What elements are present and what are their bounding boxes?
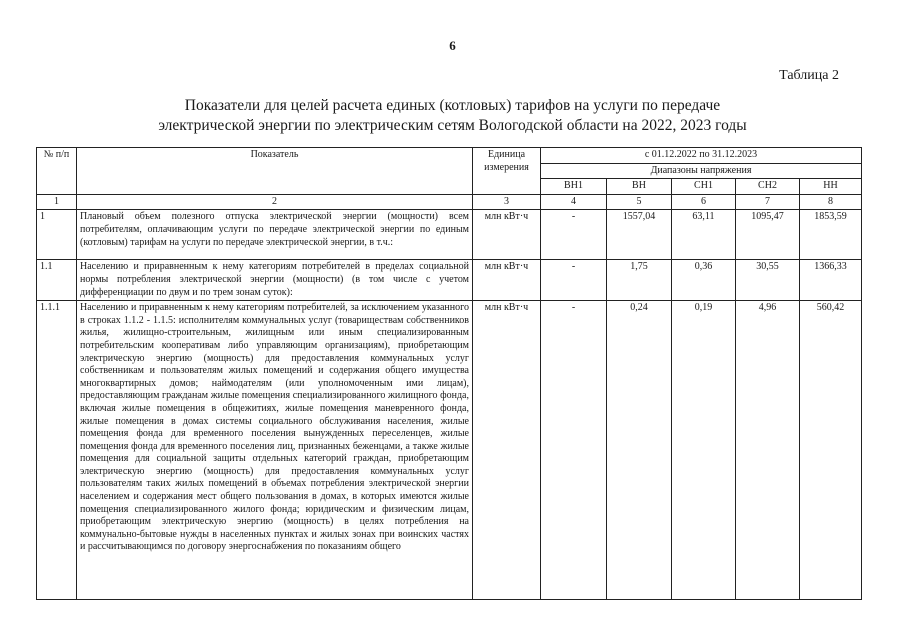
value-vn: 1557,04 [607, 210, 672, 260]
title-line-2: электрической энергии по электрическим сетям Вологодской области на 2022, 2023 годы [158, 117, 747, 134]
table-label: Таблица 2 [779, 68, 839, 83]
table-row [37, 210, 862, 260]
value-nn: 1366,33 [800, 260, 862, 301]
value-nn: 1853,59 [800, 210, 862, 260]
tariff-table [36, 147, 862, 600]
column-index: 7 [736, 194, 800, 210]
header-num: № п/п [37, 148, 77, 195]
value-sn2: 4,96 [736, 301, 800, 600]
header-voltage-ranges: Диапазоны напряжения [541, 163, 862, 179]
row-num: 1.1.1 [37, 301, 77, 600]
value-vn1: - [541, 210, 607, 260]
row-unit: млн кВт·ч [473, 210, 541, 260]
value-vn: 0,24 [607, 301, 672, 600]
column-index: 2 [77, 194, 473, 210]
row-description: Плановый объем полезного отпуска электрической энергии (мощности) всем потребителям, оплачивающим услуги по передаче электрической энергии по единым (котловым) тарифам на услуги по передаче электрической энергии, в т.ч.: [77, 210, 473, 260]
value-sn2: 30,55 [736, 260, 800, 301]
header-level-nn: НН [800, 179, 862, 195]
header-period: с 01.12.2022 по 31.12.2023 [541, 148, 862, 164]
row-num: 1.1 [37, 260, 77, 301]
value-nn: 560,42 [800, 301, 862, 600]
header-unit: Единица измерения [473, 148, 541, 195]
table-row [37, 301, 862, 600]
column-index-row [37, 194, 862, 210]
column-index: 3 [473, 194, 541, 210]
header-level-vn: ВН [607, 179, 672, 195]
header-level-vn1: ВН1 [541, 179, 607, 195]
document-title [120, 96, 785, 136]
row-unit: млн кВт·ч [473, 260, 541, 301]
value-vn1: - [541, 301, 607, 600]
row-description: Населению и приравненным к нему категориям потребителей в пределах социальной нормы потребления электрической энергии (мощности) (в том числе с учетом дифференциации по двум и по трем зонам суток): [77, 260, 473, 301]
title-line-1: Показатели для целей расчета единых (котловых) тарифов на услуги по передаче [184, 97, 721, 114]
column-index: 1 [37, 194, 77, 210]
table-row [37, 260, 862, 301]
value-sn1: 0,19 [672, 301, 736, 600]
column-index: 6 [672, 194, 736, 210]
row-description: Населению и приравненным к нему категориям потребителей, за исключением указанного в строках 1.1.2 - 1.1.5: исполнителям коммунальных услуг (товариществам собственников жилья, жилищно-строительным, жилищным или иным специализированным потребительским кооперативам либо управляющим организациям), приобретающим электрическую энергию (мощность) для предоставления коммунальных услуг собственникам и пользователям жилых помещений и содержания общего имущества многоквартирных домов; наймодателям (или уполномоченным ими лицам), предоставляющим гражданам жилые помещения специализированного жилищного фонда, включая жилые помещения в общежитиях, жилые помещения маневренного фонда, жилые помещения в домах системы социального обслуживания населения, жилые помещения фонда для временного поселения вынужденных переселенцев, жилые помещения фонда для временного поселения лиц, признанных беженцами, а также жилые помещения для социальной защиты отдельных категорий граждан, приобретающим электрическую энергию (мощность) для предоставления коммунальных услуг пользователям таких жилых помещений в объемах потребления электрической энергии населением и содержания мест общего пользования в домах, в которых имеются жилые помещения специализированного жилого фонда; юридическим и физическим лицам, приобретающим электрическую энергию (мощность) в целях потребления на коммунально-бытовые нужды в населенных пунктах и жилых зонах при воинских частях и рассчитывающимся по договору энергоснабжения по показаниям общего [77, 301, 473, 600]
row-unit: млн кВт·ч [473, 301, 541, 600]
header-indicator: Показатель [77, 148, 473, 195]
value-sn1: 63,11 [672, 210, 736, 260]
header-level-sn1: СН1 [672, 179, 736, 195]
header-level-sn2: СН2 [736, 179, 800, 195]
row-num: 1 [37, 210, 77, 260]
column-index: 5 [607, 194, 672, 210]
value-sn2: 1095,47 [736, 210, 800, 260]
column-index: 8 [800, 194, 862, 210]
value-sn1: 0,36 [672, 260, 736, 301]
column-index: 4 [541, 194, 607, 210]
page-number: 6 [449, 38, 456, 53]
value-vn: 1,75 [607, 260, 672, 301]
value-vn1: - [541, 260, 607, 301]
